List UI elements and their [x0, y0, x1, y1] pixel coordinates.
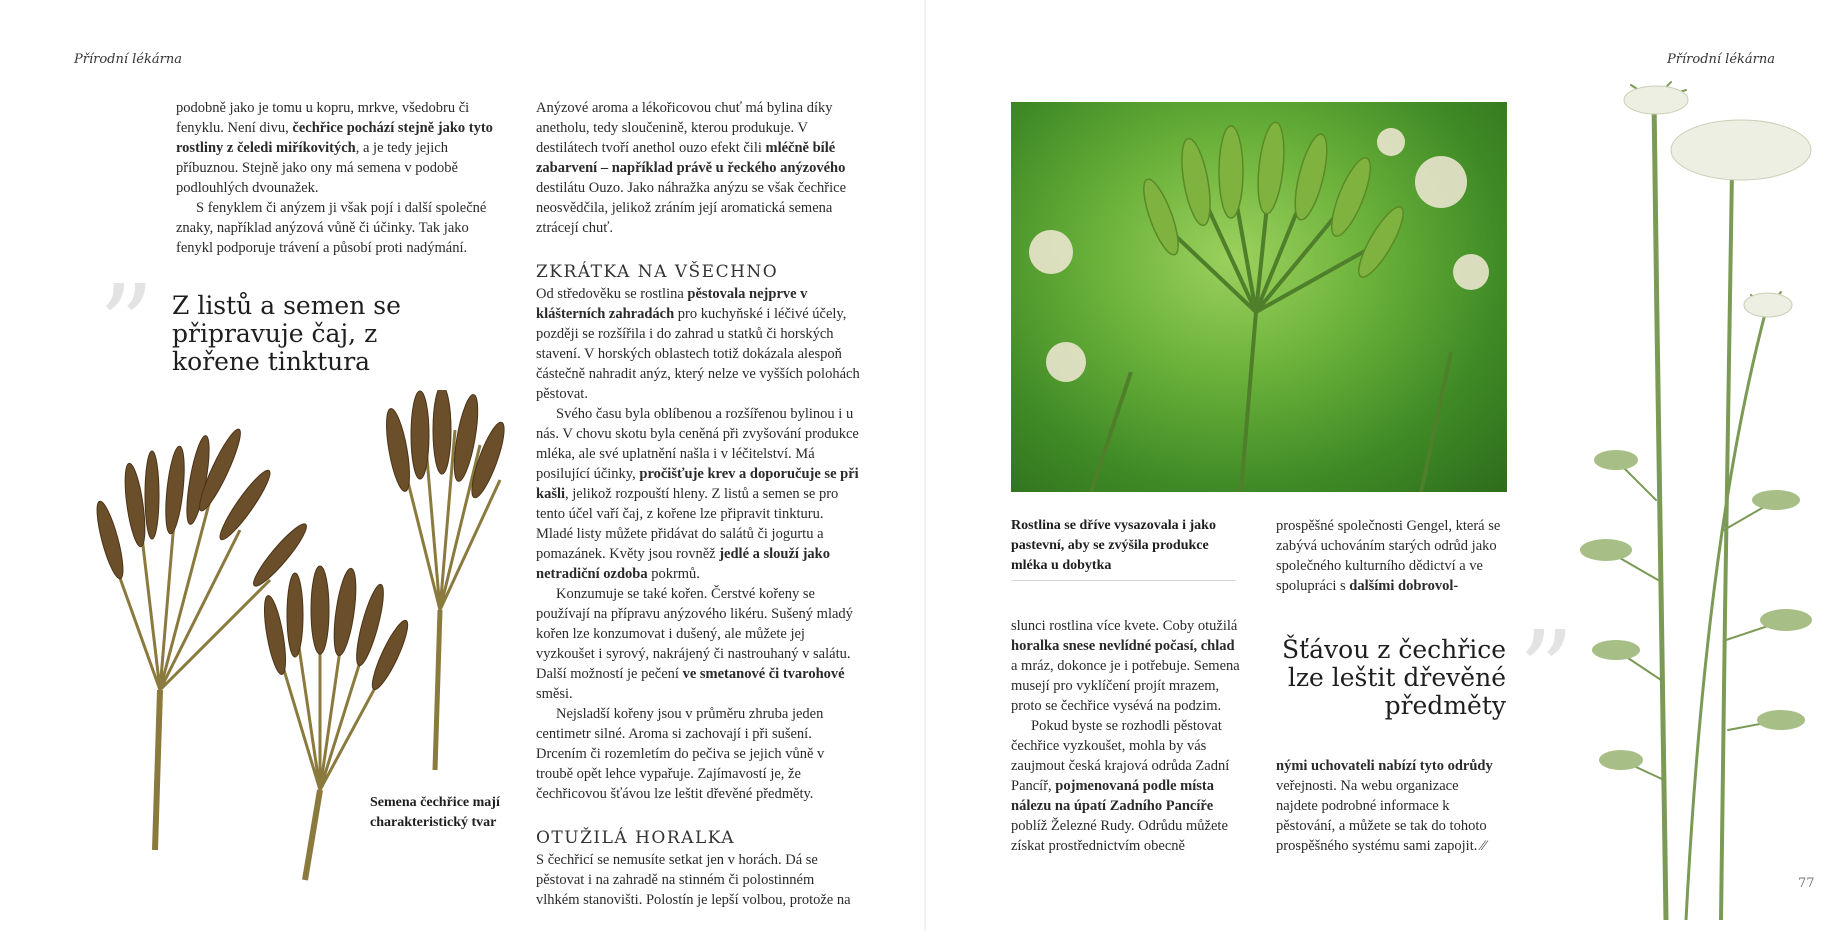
pull-quote-right: Šťávou z čechřice lze leštit dřevěné předměty — [1281, 635, 1506, 720]
right-column-2-bottom-text — [1276, 756, 1501, 856]
right-column-2-top-text — [1276, 516, 1501, 596]
left-column-2-text — [536, 98, 860, 910]
running-head-left: Přírodní lékárna — [74, 52, 182, 67]
caption-rule — [1011, 580, 1236, 581]
pull-quote-left: Z listů a semen se připravuje čaj, z kořene tinktura — [172, 291, 401, 376]
section-heading: OTUŽILÁ HORALKA — [536, 828, 736, 848]
paragraph: S čechřicí se nemusíte setkat jen v horách. Dá se pěstovat i na zahradě na stinném či polostinném vlhkém stanovišti. Polostín je lepší volbou, protože na — [536, 852, 851, 908]
paragraph: slunci rostlina více kvete. Coby otužilá horalka snese nevlídné počasí, chlad a mráz, dokonce je i potřebuje. Semena musejí pro vyklíčení projít mrazem, proto se čechřice vysévá na podzim. — [1011, 618, 1240, 714]
plant-illustration — [1546, 80, 1826, 920]
paragraph: Od středověku se rostlina pěstovala nejprve v klášterních zahradách pro kuchyňské i léčivé účely, později se rozšířila i do zahrad u statků či horských stavení. V horských oblastech totiž dokázala alespoň částečně nahradit anýz, který nelze ve vyšších polohách pěstovat. — [536, 286, 860, 402]
quote-mark-right-icon: ” — [1518, 607, 1575, 735]
paragraph: Anýzové aroma a lékořicovou chuť má bylina díky anetholu, tedy sloučenině, kterou produkuje. V destilátech tvoří anethol ouzo efekt čili mléčně bílé zabarvení – například právě u řeckého anýzového destilátu Ouzo. Jako náhražka anýzu se však čechřice neosvědčila, jelikož zráním její aromatická semena ztrácejí chuť. — [536, 100, 847, 236]
paragraph: prospěšné společnosti Gengel, která se zabývá uchováním starých odrůd jako společného kulturního dědictví a ve spolupráci s dalšími dobrovol- — [1276, 518, 1501, 594]
section-heading: ZKRÁTKA NA VŠECHNO — [536, 262, 779, 282]
paragraph: Konzumuje se také kořen. Čerstvé kořeny se používají na přípravu anýzového likéru. Sušený mladý kořen lze konzumovat i dušený, ale můžete jej vyzkoušet i syrový, nakrájený či nastrouhaný v salátu. Další možností je pečení ve smetanové či tvarohové směsi. — [536, 586, 853, 702]
green-seeds-photo-drawing — [1011, 102, 1507, 492]
paragraph: Pokud byste se rozhodli pěstovat čechřice vyzkoušet, mohla by vás zaujmout česká krajová odrůda Zadní Pancíř, pojmenovaná podle místa nálezu na úpatí Zadního Pancíře poblíž Železné Rudy. Odrůdu můžete získat prostřednictvím obecně — [1011, 718, 1230, 854]
running-head-right: Přírodní lékárna — [1667, 52, 1775, 67]
quote-mark-icon: ” — [98, 261, 155, 389]
paragraph: nými uchovateli nabízí tyto odrůdy veřejnosti. Na webu organizace najdete podrobné informace k pěstování, a můžete se tak do tohoto prospěšného systému sami zapojit. ⁄⁄ — [1276, 758, 1493, 854]
left-image-caption: Semena čechřice mají charakteristický tvar — [370, 795, 500, 830]
paragraph: podobně jako je tomu u kopru, mrkve, všedobru či fenyklu. Není divu, čechřice pochází stejně jako tyto rostliny z čeledi miříkovitých, a je tedy jejich příbuznou. Stejně jako ony má semena v podobě podlouhlých dvounažek. — [176, 100, 493, 196]
umbel-photo — [1011, 102, 1507, 492]
paragraph: Nejsladší kořeny jsou v průměru zhruba jeden centimetr silné. Aroma si zachovají i při sušení. Drcením či rozemletím do pečiva se jejich vůně v troubě opět lehce vypařuje. Zajímavostí je, že čechřicovou šťávou lze leštit dřevěné předměty. — [536, 706, 825, 802]
paragraph: Svého času byla oblíbenou a rozšířenou bylinou i u nás. V chovu skotu byla ceněná při zvyšování produkce mléka, ale své uplatnění našla i v léčitelství. Má posilující účinky, pročišťuje krev a doporučuje se při kašli, jelikož rozpouští hleny. Z listů a semen se pro tento účel vaří čaj, z kořene lze připravit tinkturu. Mladé listy můžete přidávat do salátů či jogurtu a pomazánek. Květy jsou rovněž jedlé a slouží jako netradiční ozdoba pokrmů. — [536, 406, 859, 582]
paragraph: S fenyklem či anýzem ji však pojí i další společné znaky, například anýzová vůně či účinky. Tak jako fenykl podporuje trávení a působí proti nadýmání. — [176, 200, 487, 256]
right-column-1-text — [1011, 616, 1241, 856]
left-column-1-text — [176, 98, 496, 258]
photo-caption: Rostlina se dříve vysazovala i jako pastevní, aby se zvýšila produkce mléka u dobytka — [1011, 518, 1216, 573]
page-number: 77 — [1798, 876, 1815, 891]
